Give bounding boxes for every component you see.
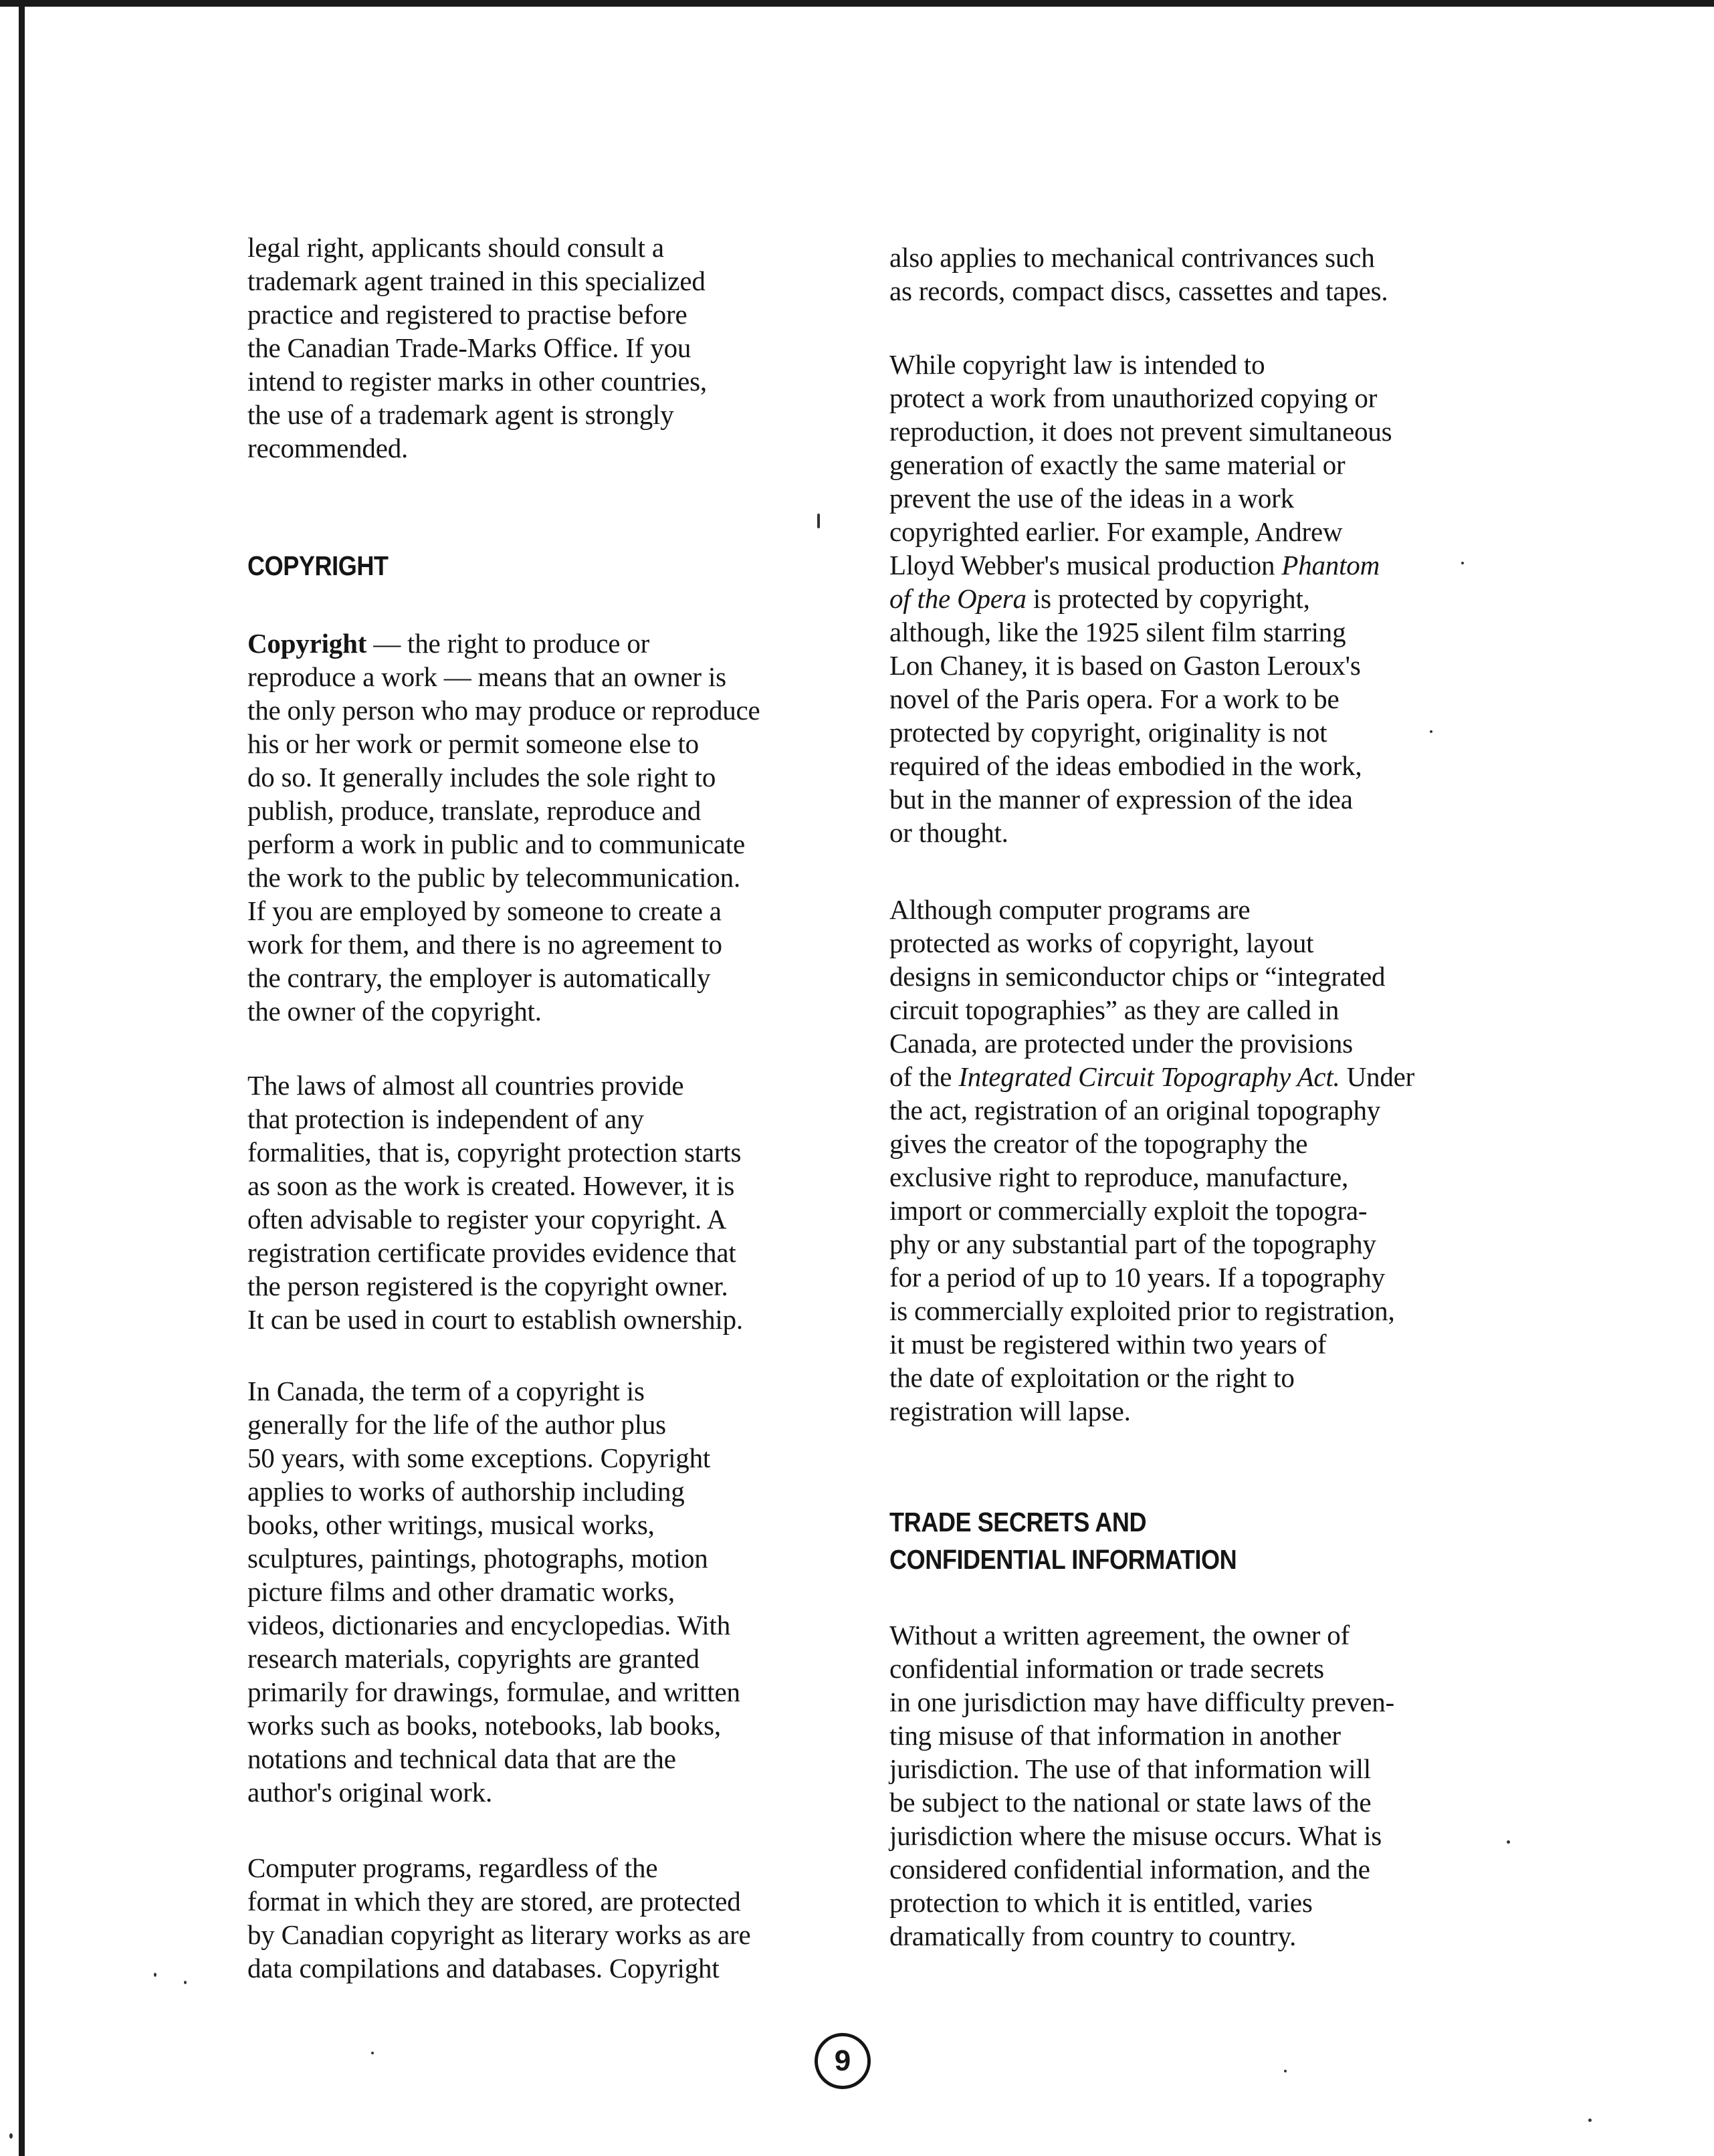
- phantom-title-1: Phantom: [1281, 550, 1380, 580]
- paragraph-trademark-end: legal right, applicants should consult a trademark agent trained in this specialized practice and registered to practise before the Canadian Trade-Marks Office. If you intend to register marks in other countries, the use of a trademark agent is strongly recommended.: [247, 232, 707, 463]
- paragraph-laws: The laws of almost all countries provide that protection is independent of any formalities, that is, copyright protection starts as soon as the work is created. However, it is often advisable to register your copyright. A registration certificate provides evidence that the person registered is the copyright owner. It can be used in court to establish ownership.: [247, 1070, 743, 1335]
- scan-edge-top: [0, 0, 1714, 7]
- scan-speck: [1461, 562, 1464, 564]
- scan-speck: [1284, 2070, 1287, 2072]
- although-text-2: Under the act, registration of an original topography gives the creator of the topography the exclusive right to reproduce, manufacture, import or commercially exploit the topogra- phy or any substantial part of the topography for a period of up to 10 years. If a topography is commercially exploited prior to registration, it must be registered within two years of the date of exploitation or the right to registration will lapse.: [889, 1061, 1415, 1426]
- copyright-term: Copyright: [247, 628, 367, 659]
- while-text-1: While copyright law is intended to protect a work from unauthorized copying or reproduction, it does not prevent simultaneous generation of exactly the same material or prevent the use of the ideas in a work copyrighted earlier. For example, Andrew Lloyd Webber's musical production: [889, 349, 1392, 580]
- heading-copyright: COPYRIGHT: [247, 550, 389, 581]
- scan-speck: [184, 1981, 187, 1984]
- act-title: Integrated Circuit Topography Act.: [958, 1061, 1340, 1092]
- scan-speck: [1588, 2119, 1592, 2122]
- paragraph-although: [889, 893, 1414, 1428]
- paragraph-while-copyright: [889, 348, 1392, 849]
- heading-trade-secrets: TRADE SECRETS AND CONFIDENTIAL INFORMATION: [889, 1507, 1237, 1575]
- although-text-1: Although computer programs are protected as works of copyright, layout designs in semiconductor chips or “integrated circuit topographies” as they are called in Canada, are protected under the provisions of the: [889, 894, 1386, 1092]
- scan-speck: [371, 2052, 374, 2054]
- paragraph-mechanical: also applies to mechanical contrivances such as records, compact discs, cassettes and tapes.: [889, 242, 1388, 306]
- scan-speck: [154, 1973, 156, 1977]
- paragraph-computer-programs: Computer programs, regardless of the format in which they are stored, are protected by Canadian copyright as literary works as are data compilations and databases. Copyright: [247, 1852, 751, 1983]
- copyright-definition-text: — the right to produce or reproduce a work — means that an owner is the only person who may produce or reproduce his or her work or permit someone else to do so. It generally includes the sole right to publish, produce, translate, reproduce and perform a work in public and to communicate the work to the public by telecommunication. If you are employed by someone to create a work for them, and there is no agreement to the contrary, the employer is automatically the owner of the copyright.: [247, 628, 760, 1027]
- while-text-2: is protected by copyright, although, like the 1925 silent film starring Lon Chaney, it is based on Gaston Leroux's novel of the Paris opera. For a work to be protected by copyright, originality is not required of the ideas embodied in the work, but in the manner of expression of the idea or thought.: [889, 583, 1362, 848]
- paragraph-trade-secrets: Without a written agreement, the owner of confidential information or trade secrets in one jurisdiction may have difficulty preven- ting misuse of that information in another jurisdiction. The use of that information will be subject to the national or state laws of the jurisdiction where the misuse occurs. What is considered confidential information, and the protection to which it is entitled, varies dramatically from country to country.: [889, 1620, 1394, 1951]
- scan-speck: [1507, 1840, 1510, 1844]
- page-number: 9: [815, 2033, 871, 2089]
- scan-speck: [9, 2133, 13, 2139]
- paragraph-canada-term: In Canada, the term of a copyright is generally for the life of the author plus 50 years, with some exceptions. Copyright applies to works of authorship including books, other writings, musical works, sculptures, paintings, photographs, motion picture films and other dramatic works, videos, dictionaries and encyclopedias. With research materials, copyrights are granted primarily for drawings, formulae, and written works such as books, notebooks, lab books, notations and technical data that are the author's original work.: [247, 1376, 740, 1808]
- scan-edge-left: [19, 0, 25, 2156]
- scan-speck: [817, 514, 820, 528]
- scan-speck: [1430, 730, 1432, 733]
- paragraph-copyright-definition: [247, 627, 760, 1028]
- phantom-title-2: of the Opera: [889, 583, 1027, 614]
